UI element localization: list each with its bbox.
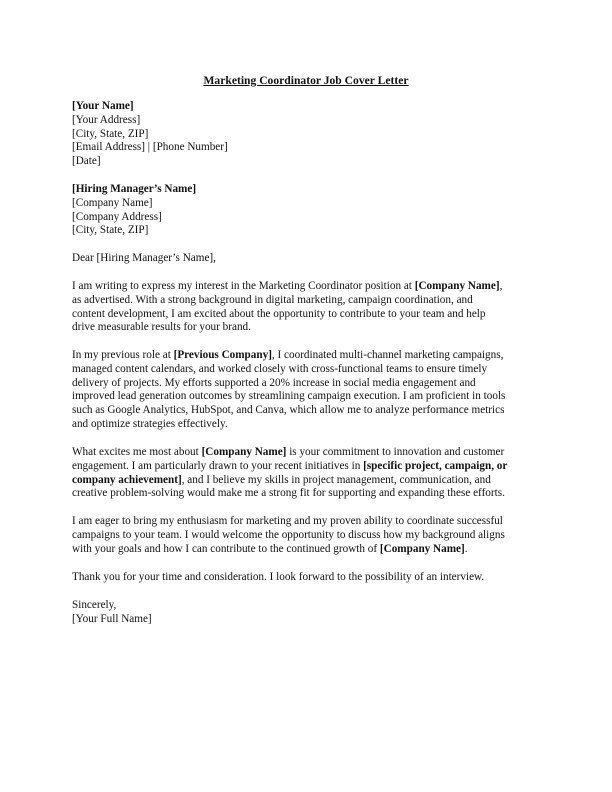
closing: Sincerely, [72,599,117,611]
p2-line: delivery of projects. My efforts supported a 20% increase in social media engagement and [72,376,476,389]
sender-name: [Your Name] [72,100,134,112]
p4-text: with your goals and how I can contribute to the continued growth of [72,542,380,555]
paragraph-motivation [72,446,552,501]
sender-contact: [Email Address] | [Phone Number] [72,141,228,154]
p3-text: is your commitment to innovation and customer [286,446,505,458]
recipient-company: [Company Name] [72,196,153,209]
recipient-city-state-zip: [City, State, ZIP] [72,224,149,237]
p3-line: creative problem-solving would make me a strong fit for supporting and expanding these efforts. [72,487,505,500]
p4-line: campaigns to your team. I would welcome the opportunity to discuss how my background aligns [72,528,505,541]
signature: [Your Full Name] [72,612,152,625]
p2-line: managed content calendars, and worked closely with cross-functional teams to ensure timely [72,362,488,375]
paragraph-experience [72,349,552,432]
p3-company-name: [Company Name] [201,446,287,458]
p2-text: , I coordinated multi-channel marketing campaigns, [271,349,504,361]
p4-line: I am eager to bring my enthusiasm for marketing and my proven ability to coordinate successful [72,515,503,527]
p2-line: improved lead generation outcomes by streamlining campaign execution. I am proficient in tools [72,390,506,403]
p3-company-achievement: company achievement] [72,473,182,486]
p1-text: , [499,280,503,292]
signoff-block [72,599,542,627]
sender-date: [Date] [72,155,101,168]
p1-line: drive measurable results for your brand. [72,321,251,334]
p3-text: , and I believe my skills in project management, communication, and [181,473,491,486]
p4-company-name: [Company Name] [379,542,465,555]
sender-block [72,100,542,169]
paragraph-closing [72,515,552,556]
p2-line: and optimize strategies effectively. [72,417,228,430]
paragraph-thanks: Thank you for your time and consideration. I look forward to the possibility of an interview. [72,571,485,583]
p1-line: as advertised. With a strong background in digital marketing, campaign coordination, and [72,293,473,306]
p4-text: . [464,542,468,555]
p3-text: engagement. I am particularly drawn to your recent initiatives in [72,459,364,472]
p1-line: content development, I am excited about the opportunity to contribute to your team and help [72,307,486,320]
p2-previous-company: [Previous Company] [173,349,272,361]
salutation: Dear [Hiring Manager’s Name], [72,252,216,264]
sender-address: [Your Address] [72,113,141,126]
p2-line: such as Google Analytics, HubSpot, and Canva, which allow me to analyze performance metrics [72,404,505,417]
letter-title: Marketing Coordinator Job Cover Letter [203,74,409,87]
paragraph-intro [72,280,552,335]
p3-text: What excites me most about [72,446,202,458]
p1-company-name: [Company Name] [414,280,500,292]
sender-city-state-zip: [City, State, ZIP] [72,127,149,140]
recipient-block [72,183,542,238]
recipient-name: [Hiring Manager’s Name] [72,183,197,195]
p1-text: I am writing to express my interest in the Marketing Coordinator position at [72,280,415,292]
p3-specific-project: [specific project, campaign, or [363,459,508,472]
p2-text: In my previous role at [72,349,174,361]
recipient-address: [Company Address] [72,210,162,223]
